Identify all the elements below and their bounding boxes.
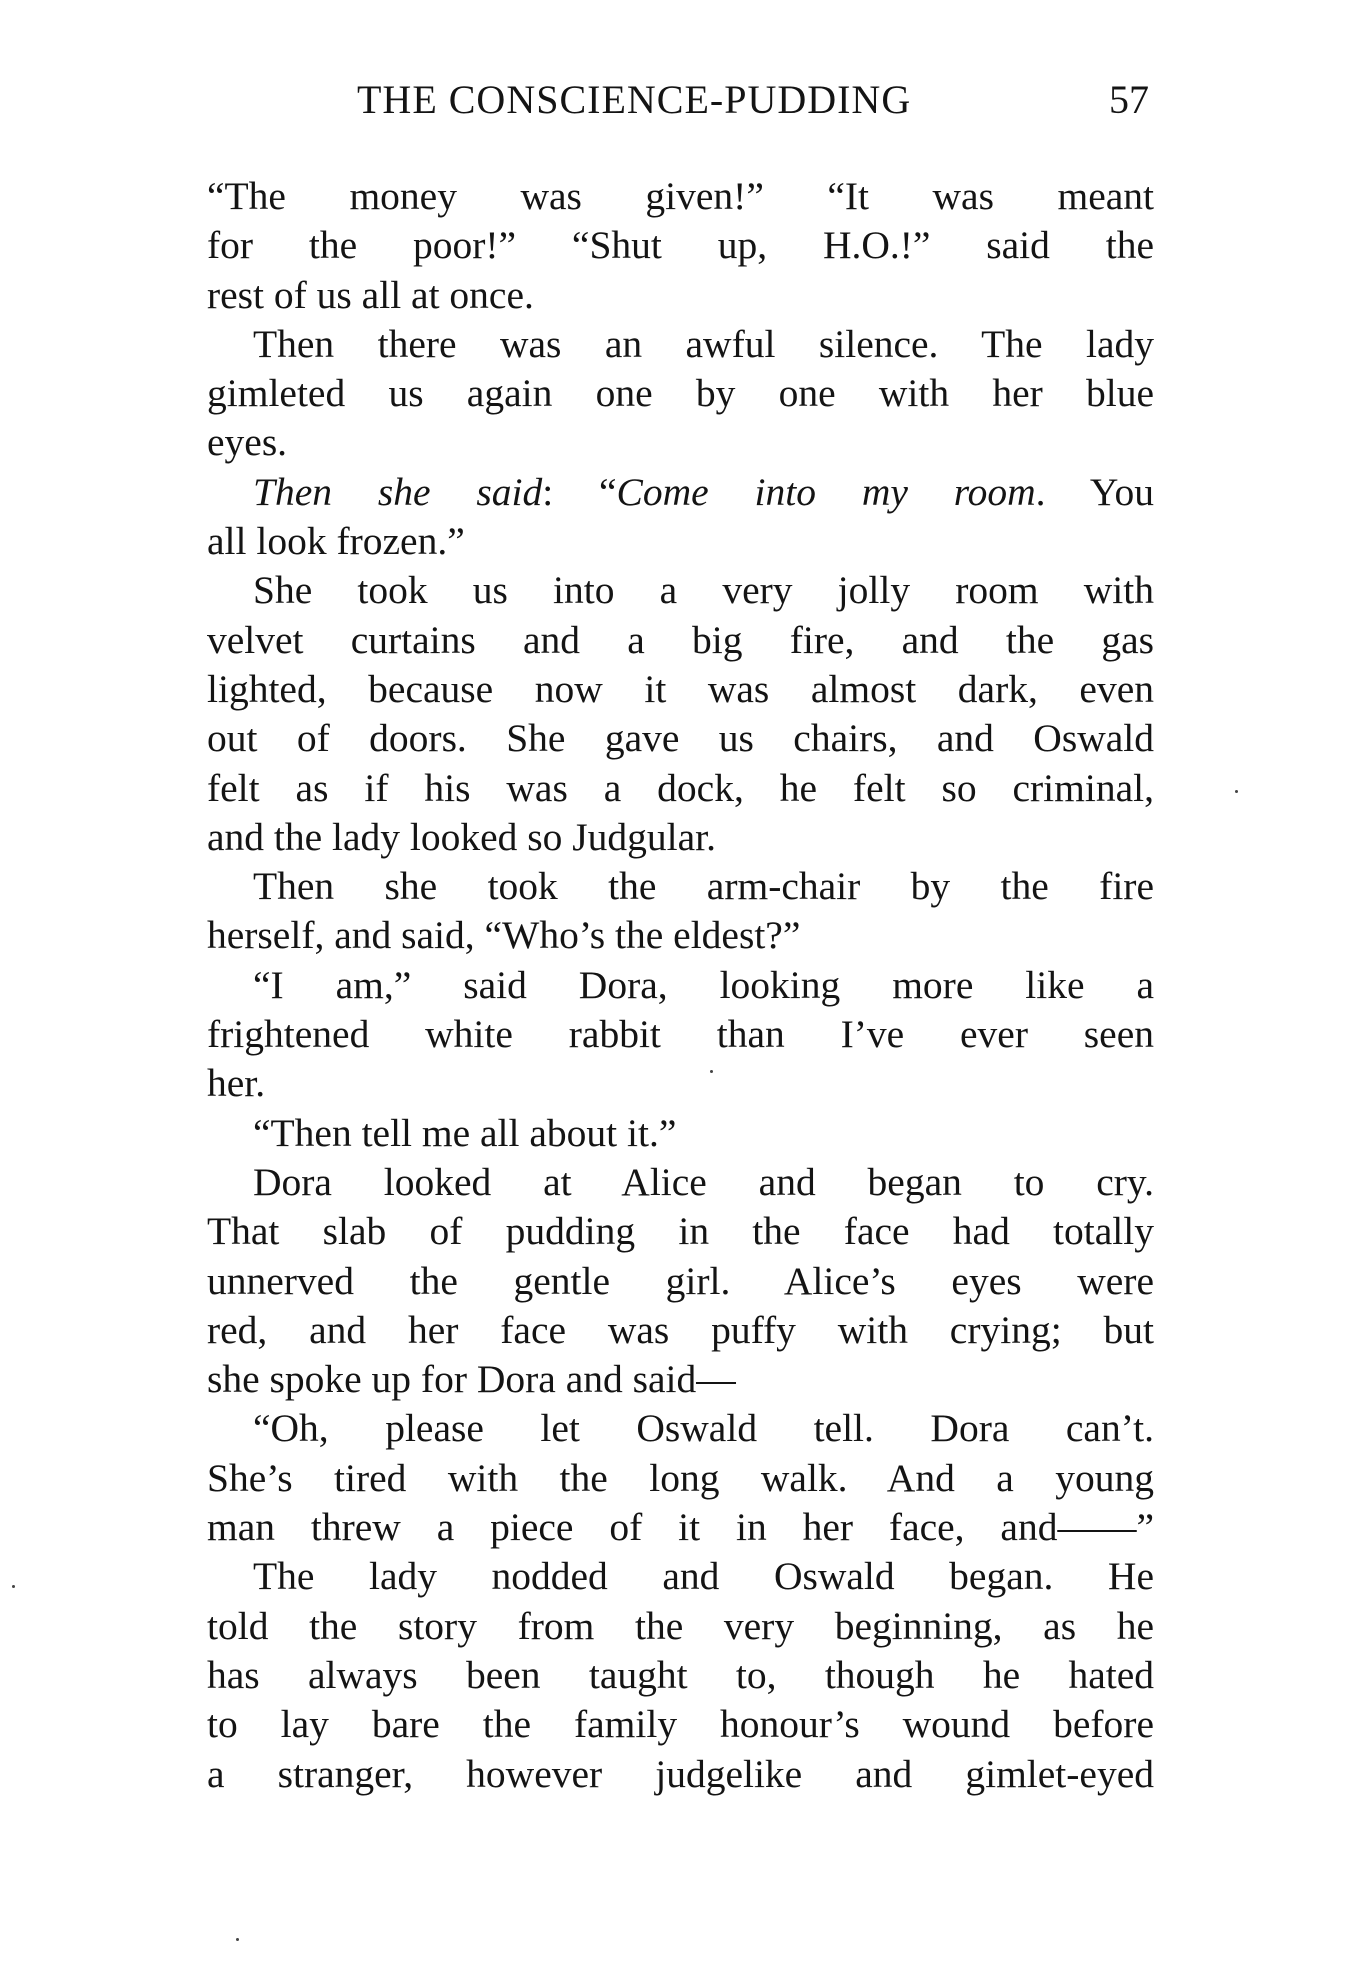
text-line: herself, and said, “Who’s the eldest?”	[207, 913, 801, 958]
text-line: her.	[207, 1061, 266, 1106]
text-line: velvet curtains and a big fire, and the gas	[207, 617, 1154, 662]
text-line: told the story from the very beginning, as he	[207, 1603, 1154, 1648]
text-line: has always been taught to, though he hated	[207, 1652, 1154, 1697]
paper-speck	[236, 1938, 239, 1941]
text-line: She’s tired with the long walk. And a young	[207, 1455, 1154, 1500]
text-line: That slab of pudding in the face had totally	[207, 1209, 1154, 1254]
paper-speck	[1235, 790, 1238, 793]
text-line: she spoke up for Dora and said—	[207, 1357, 736, 1402]
text-line: frightened white rabbit than I’ve ever seen	[207, 1012, 1154, 1057]
text-line: She took us into a very jolly room with	[253, 568, 1154, 613]
text-line: The lady nodded and Oswald began. He	[253, 1554, 1154, 1599]
text-line: lighted, because now it was almost dark, even	[207, 666, 1154, 711]
text-line: out of doors. She gave us chairs, and Oswald	[207, 716, 1154, 761]
running-header	[207, 70, 1149, 130]
text-line: to lay bare the family honour’s wound before	[207, 1702, 1154, 1747]
text-line: “The money was given!” “It was meant	[207, 174, 1154, 218]
text-line: felt as if his was a dock, he felt so criminal,	[207, 765, 1154, 810]
text-line: Then there was an awful silence. The lady	[253, 321, 1154, 366]
text-line: rest of us all at once.	[207, 272, 534, 317]
text-line: unnerved the gentle girl. Alice’s eyes were	[207, 1258, 1154, 1303]
text-line: Dora looked at Alice and began to cry.	[253, 1159, 1154, 1204]
paper-speck	[710, 1070, 713, 1073]
body-text	[207, 172, 1154, 1799]
text-line: and the lady looked so Judgular.	[207, 814, 717, 859]
text-line: all look frozen.”	[207, 519, 465, 564]
text-line: eyes.	[207, 420, 288, 465]
text-line: a stranger, however judgelike and gimlet-eyed	[207, 1751, 1154, 1796]
text-line: man threw a piece of it in her face, and——”	[207, 1505, 1154, 1550]
text-line: gimleted us again one by one with her blue	[207, 371, 1154, 416]
text-line: “Oh, please let Oswald tell. Dora can’t.	[253, 1406, 1154, 1451]
paper-speck	[12, 1585, 15, 1588]
text-line: for the poor!” “Shut up, H.O.!” said the	[207, 223, 1154, 268]
page-number: 57	[1109, 77, 1149, 122]
chapter-title: THE CONSCIENCE-PUDDING	[357, 77, 912, 122]
text-line: red, and her face was puffy with crying; but	[207, 1307, 1154, 1352]
text-line: Then she took the arm-chair by the fire	[253, 864, 1154, 909]
text-line: “I am,” said Dora, looking more like a	[253, 962, 1154, 1007]
text-line-italic-lead: Then she said: “Come into my room. You	[253, 469, 1154, 514]
text-line: “Then tell me all about it.”	[253, 1110, 677, 1155]
